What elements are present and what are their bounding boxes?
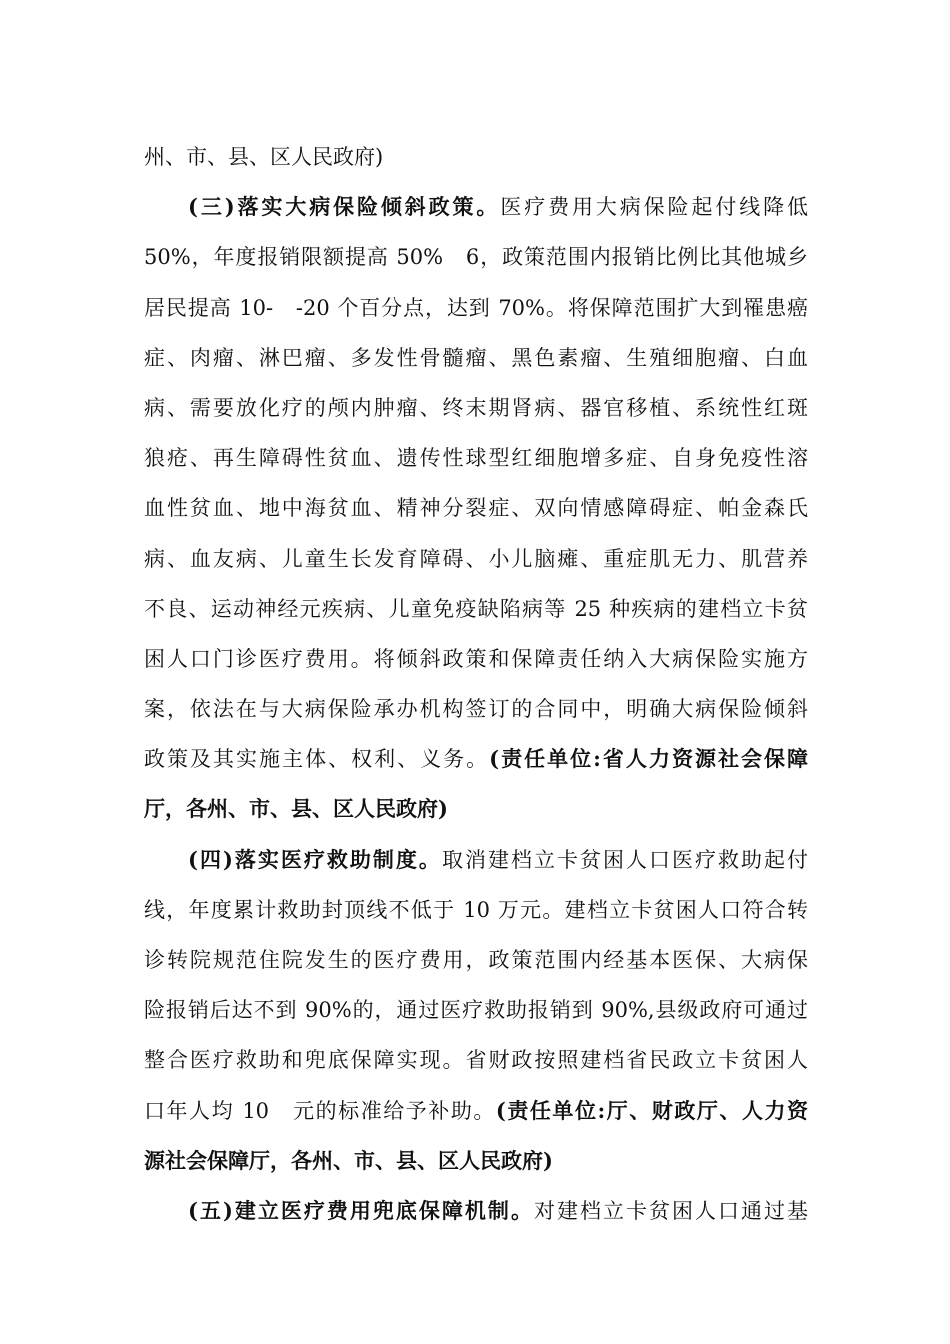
bold-text-segment: (责任单位:省人力资源社会保障 bbox=[489, 746, 809, 772]
text-segment: 症、肉瘤、淋巴瘤、多发性骨髓瘤、黑色素瘤、生殖细胞瘤、白血 bbox=[144, 345, 808, 370]
text-line bbox=[144, 383, 808, 433]
bold-text-segment: (责任单位:厅、财政厅、人力资 bbox=[495, 1097, 809, 1123]
text-segment: 口年人均 10 元的标准给予补助。 bbox=[144, 1098, 496, 1123]
text-segment: 诊转院规范住院发生的医疗费用，政策范围内经基本医保、大病保 bbox=[144, 948, 808, 972]
text-line bbox=[144, 684, 808, 734]
text-line bbox=[144, 784, 808, 834]
text-line bbox=[144, 182, 808, 232]
text-line bbox=[144, 634, 808, 684]
text-line bbox=[144, 734, 808, 784]
text-line bbox=[144, 584, 808, 634]
text-line bbox=[144, 1136, 808, 1186]
text-segment: 病、需要放化疗的颅内肿瘤、终末期肾病、器官移植、系统性红斑 bbox=[144, 395, 808, 420]
text-line bbox=[144, 935, 808, 985]
text-line bbox=[144, 985, 808, 1035]
text-line bbox=[144, 333, 808, 383]
text-segment: 不良、运动神经元疾病、儿童免疫缺陷病等 25 种疾病的建档立卡贫 bbox=[144, 596, 808, 621]
text-segment: 困人口门诊医疗费用。将倾斜政策和保障责任纳入大病保险实施方 bbox=[144, 646, 808, 671]
text-segment: 50%，年度报销限额提高 50% 6，政策范围内报销比例比其他城乡 bbox=[144, 245, 808, 270]
bold-text-segment: 厅，各州、市、县、区人民政府) bbox=[144, 796, 448, 822]
text-line bbox=[144, 283, 808, 333]
bold-text-segment: (四)落实医疗救助制度。 bbox=[188, 846, 442, 872]
text-segment: 医疗费用大病保险起付线降低 bbox=[500, 195, 809, 220]
text-line bbox=[144, 433, 808, 483]
text-line bbox=[144, 232, 808, 282]
text-line bbox=[144, 1035, 808, 1085]
text-line bbox=[144, 1086, 808, 1136]
text-line bbox=[144, 885, 808, 935]
text-segment: 病、血友病、儿童生长发育障碍、小儿脑瘫、重症肌无力、肌营养 bbox=[144, 546, 808, 571]
text-segment: 政策及其实施主体、权利、义务。 bbox=[144, 747, 490, 772]
text-line bbox=[144, 534, 808, 584]
text-segment: 狼疮、再生障碍性贫血、遗传性球型红细胞增多症、自身免疫性溶 bbox=[144, 446, 808, 471]
bold-text-segment: (三)落实大病保险倾斜政策。 bbox=[188, 194, 501, 220]
bold-text-segment: 源社会保障厅，各州、市、县、区人民政府) bbox=[144, 1147, 553, 1173]
text-line bbox=[144, 132, 808, 182]
text-line bbox=[144, 835, 808, 885]
text-line bbox=[144, 1186, 808, 1236]
text-segment: 血性贫血、地中海贫血、精神分裂症、双向情感障碍症、帕金森氏 bbox=[144, 496, 808, 521]
text-segment: 对建档立卡贫困人口通过基 bbox=[533, 1198, 809, 1223]
text-line bbox=[144, 483, 808, 533]
text-segment: 整合医疗救助和兜底保障实现。省财政按照建档省民政立卡贫困人 bbox=[144, 1048, 808, 1073]
text-segment: 险报销后达不到 90%的，通过医疗救助报销到 90%,县级政府可通过 bbox=[144, 998, 808, 1023]
text-segment: 居民提高 10- -20 个百分点，达到 70%。将保障范围扩大到罹患癌 bbox=[144, 295, 808, 320]
text-segment: 取消建档立卡贫困人口医疗救助起付 bbox=[441, 847, 809, 872]
text-segment: 案，依法在与大病保险承办机构签订的合同中，明确大病保险倾斜 bbox=[144, 697, 808, 722]
bold-text-segment: (五)建立医疗费用兜底保障机制。 bbox=[188, 1197, 534, 1223]
text-segment: 线，年度累计救助封顶线不低于 10 万元。建档立卡贫困人口符合转 bbox=[144, 897, 808, 922]
text-segment: 州、市、县、区人民政府) bbox=[144, 145, 384, 169]
document-body bbox=[144, 132, 808, 1236]
